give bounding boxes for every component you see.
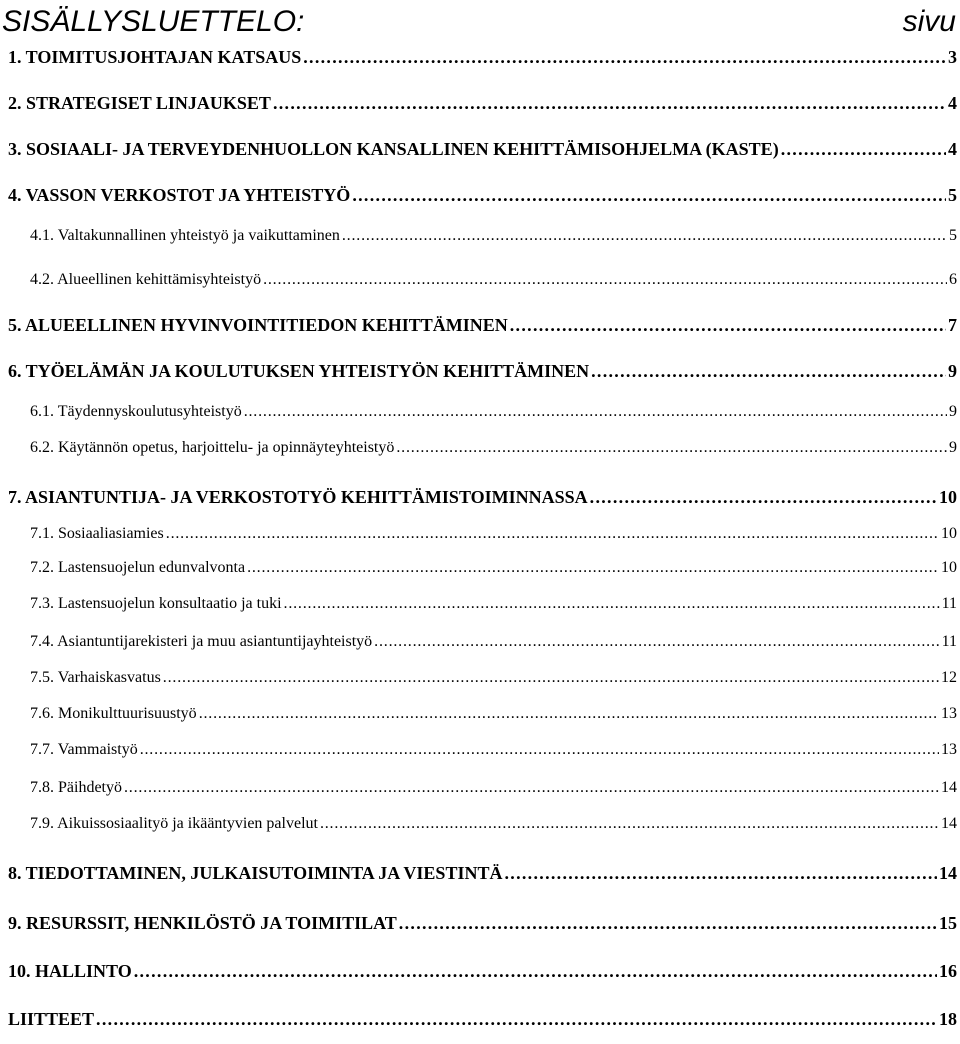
toc-entry[interactable] — [8, 47, 957, 73]
toc-entry-page: 9 — [949, 403, 957, 420]
toc-entry[interactable] — [30, 705, 957, 731]
toc-leader-dots — [781, 139, 946, 160]
toc-entry[interactable] — [8, 487, 957, 513]
toc-leader-dots — [273, 93, 946, 114]
toc-entry-label: 7.1. Sosiaaliasiamies — [30, 525, 164, 542]
toc-entry-page: 14 — [939, 863, 957, 883]
page-column-label: sivu — [902, 5, 956, 38]
toc-entry-label: 4. VASSON VERKOSTOT JA YHTEISTYÖ — [8, 185, 351, 205]
toc-entry-page: 5 — [948, 185, 957, 205]
toc-entry-page: 11 — [941, 633, 957, 650]
toc-entry[interactable] — [30, 779, 957, 805]
toc-entry[interactable] — [8, 361, 957, 387]
toc-entry-page: 12 — [941, 669, 957, 686]
toc-entry-label: 7. ASIANTUNTIJA- JA VERKOSTOTYÖ KEHITTÄMISTOIMINNASSA — [8, 487, 588, 507]
toc-leader-dots — [96, 1009, 937, 1030]
toc-entry-label: 3. SOSIAALI- JA TERVEYDENHUOLLON KANSALLINEN KEHITTÄMISOHJELMA (KASTE) — [8, 139, 779, 159]
toc-entry-page: 13 — [941, 705, 957, 722]
toc-header — [2, 0, 956, 44]
toc-entry-page: 16 — [939, 961, 957, 981]
toc-entry-label: 7.3. Lastensuojelun konsultaatio ja tuki — [30, 595, 282, 612]
toc-entry-label: 9. RESURSSIT, HENKILÖSTÖ JA TOIMITILAT — [8, 913, 397, 933]
page-title: SISÄLLYSLUETTELO: — [2, 5, 305, 38]
toc-leader-dots — [140, 741, 939, 759]
toc-entry-page: 7 — [948, 315, 957, 335]
toc-entry[interactable] — [30, 271, 957, 297]
toc-leader-dots — [124, 779, 939, 797]
toc-entry-page: 5 — [949, 227, 957, 244]
toc-entry[interactable] — [30, 403, 957, 429]
toc-entry[interactable] — [30, 227, 957, 253]
toc-entry-page: 15 — [939, 913, 957, 933]
toc-entry-page: 3 — [948, 47, 957, 67]
toc-leader-dots — [374, 633, 939, 651]
toc-entry[interactable] — [8, 93, 957, 119]
toc-entry-label: LIITTEET — [8, 1009, 95, 1029]
toc-entry[interactable] — [30, 669, 957, 695]
toc-entry-page: 10 — [941, 559, 957, 576]
toc-leader-dots — [199, 705, 939, 723]
toc-entry[interactable] — [8, 1009, 957, 1035]
toc-leader-dots — [504, 863, 937, 884]
toc-entry-label: 7.2. Lastensuojelun edunvalvonta — [30, 559, 246, 576]
toc-leader-dots — [591, 361, 946, 382]
toc-entry-page: 4 — [948, 93, 957, 113]
toc-leader-dots — [396, 439, 947, 457]
toc-entry[interactable] — [8, 961, 957, 987]
toc-entry-page: 6 — [949, 271, 957, 288]
toc-entry[interactable] — [8, 863, 957, 889]
toc-entry[interactable] — [30, 525, 957, 551]
toc-entry-label: 4.1. Valtakunnallinen yhteistyö ja vaikuttaminen — [30, 227, 340, 244]
toc-entry[interactable] — [30, 815, 957, 841]
toc-leader-dots — [352, 185, 946, 206]
toc-entry-page: 11 — [941, 595, 957, 612]
toc-entry-label: 6.1. Täydennyskoulutusyhteistyö — [30, 403, 242, 420]
toc-leader-dots — [244, 403, 947, 421]
toc-entry[interactable] — [30, 741, 957, 767]
toc-entry-page: 18 — [939, 1009, 957, 1029]
toc-entry[interactable] — [8, 185, 957, 211]
toc-entry-page: 13 — [941, 741, 957, 758]
toc-entry-label: 10. HALLINTO — [8, 961, 132, 981]
toc-entry[interactable] — [30, 633, 957, 659]
toc-entry-label: 6. TYÖELÄMÄN JA KOULUTUKSEN YHTEISTYÖN KEHITTÄMINEN — [8, 361, 590, 381]
toc-entry[interactable] — [8, 315, 957, 341]
toc-leader-dots — [163, 669, 939, 687]
toc-entry-label: 7.6. Monikulttuurisuustyö — [30, 705, 197, 722]
toc-leader-dots — [247, 559, 939, 577]
toc-entry[interactable] — [8, 139, 957, 165]
toc-entry-label: 1. TOIMITUSJOHTAJAN KATSAUS — [8, 47, 302, 67]
toc-leader-dots — [263, 271, 947, 289]
toc-entry-page: 14 — [941, 815, 957, 832]
toc-entry[interactable] — [30, 559, 957, 585]
toc-entry-label: 8. TIEDOTTAMINEN, JULKAISUTOIMINTA JA VIESTINTÄ — [8, 863, 503, 883]
toc-leader-dots — [590, 487, 937, 508]
toc-entry-label: 5. ALUEELLINEN HYVINVOINTITIEDON KEHITTÄMINEN — [8, 315, 508, 335]
toc-entry-label: 7.7. Vammaistyö — [30, 741, 138, 758]
toc-leader-dots — [399, 913, 937, 934]
toc-leader-dots — [303, 47, 946, 68]
toc-entry-label: 7.5. Varhaiskasvatus — [30, 669, 161, 686]
toc-entry-page: 14 — [941, 779, 957, 796]
toc-leader-dots — [134, 961, 937, 982]
toc-leader-dots — [320, 815, 939, 833]
toc-entry[interactable] — [8, 913, 957, 939]
toc-entry-label: 2. STRATEGISET LINJAUKSET — [8, 93, 271, 113]
toc-entry[interactable] — [30, 439, 957, 465]
toc-entry-page: 9 — [948, 361, 957, 381]
toc-entry-page: 10 — [939, 487, 957, 507]
toc-entry-page: 4 — [948, 139, 957, 159]
toc-entry-label: 7.4. Asiantuntijarekisteri ja muu asiantuntijayhteistyö — [30, 633, 373, 650]
toc-leader-dots — [510, 315, 946, 336]
toc-leader-dots — [166, 525, 939, 543]
toc-entry-label: 7.8. Päihdetyö — [30, 779, 122, 796]
toc-leader-dots — [284, 595, 940, 613]
toc-entry-label: 7.9. Aikuissosiaalityö ja ikääntyvien palvelut — [30, 815, 318, 832]
toc-entry-label: 4.2. Alueellinen kehittämisyhteistyö — [30, 271, 262, 288]
toc-entry-label: 6.2. Käytännön opetus, harjoittelu- ja opinnäyteyhteistyö — [30, 439, 395, 456]
toc-leader-dots — [342, 227, 947, 245]
toc-entry[interactable] — [30, 595, 957, 621]
toc-entry-page: 9 — [949, 439, 957, 456]
toc-entry-page: 10 — [941, 525, 957, 542]
